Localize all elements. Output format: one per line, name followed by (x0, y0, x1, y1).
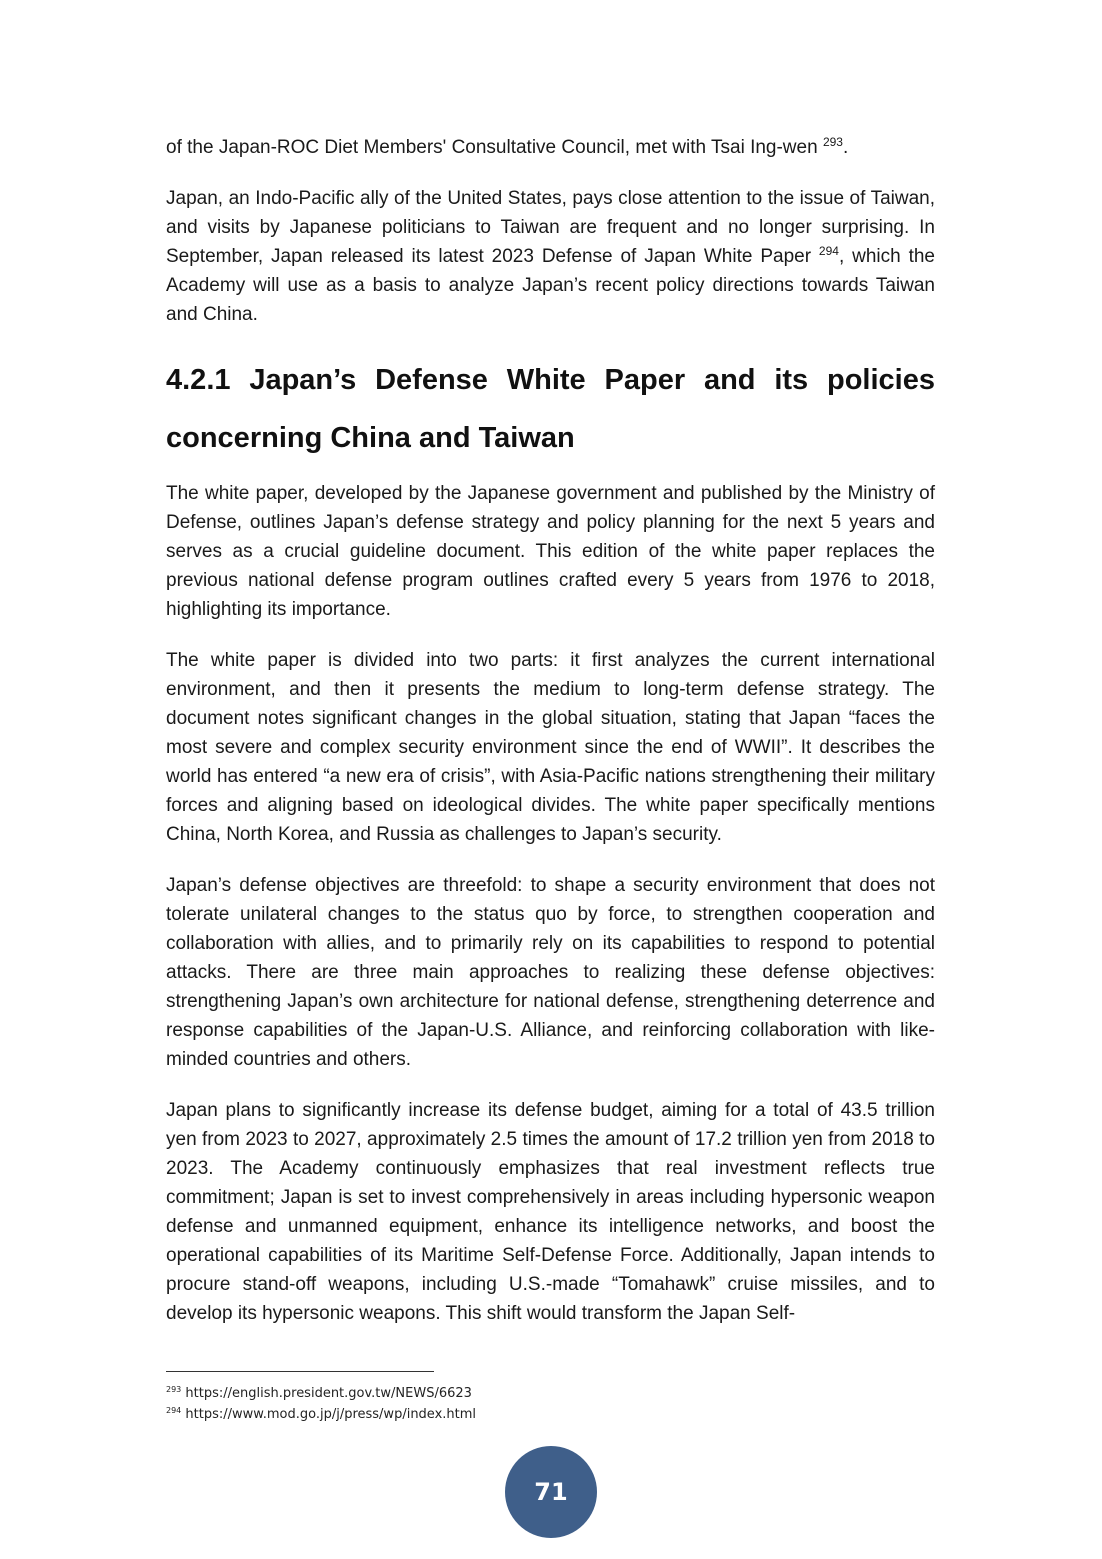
page-number: 71 (534, 1478, 568, 1506)
paragraph-defense-budget: Japan plans to significantly increase its defense budget, aiming for a total of 43.5 trillion yen from 2023 to 2027, approximately 2.5 times the amount of 17.2 trillion yen from 2018 to 2023. The Academy continuously emphasizes that real investment reflects true commitment; Japan is set to invest comprehensively in areas including hypersonic weapon defense and unmanned equipment, enhance its intelligence networks, and boost the operational capabilities of its Maritime Self-Defense Force. Additionally, Japan intends to procure stand-off weapons, including U.S.-made “Tomahawk” cruise missiles, and to develop its hypersonic weapons. This shift would transform the Japan Self- (166, 1100, 935, 1324)
footnote-ref-294[interactable]: 294 (818, 244, 839, 258)
footnote-link-294[interactable]: https://www.mod.go.jp/j/press/wp/index.html (185, 1407, 477, 1422)
paragraph-white-paper-overview: The white paper, developed by the Japanese government and published by the Ministry of Defense, outlines Japan’s defense strategy and policy planning for the next 5 years and serves as a crucial guideline document. This edition of the white paper replaces the previous national defense program outlines crafted every 5 years from 1976 to 2018, highlighting its importance. (166, 483, 935, 620)
footnote-294: $^{294}$ https://www.mod.go.jp/j/press/wp/index.html (166, 1406, 477, 1422)
section-heading: 4.2.1 Japan’s Defense White Paper and its policies concerning China and Taiwan (166, 364, 935, 454)
footnotes (166, 1383, 476, 1425)
page-number-badge (505, 1446, 597, 1538)
paragraph-white-paper-structure: The white paper is divided into two parts: it first analyzes the current international environment, and then it presents the medium to long-term defense strategy. The document notes significant changes in the global situation, stating that Japan “faces the most severe and complex security environment since the end of WWII”. It describes the world has entered “a new era of crisis”, with Asia-Pacific nations strengthening their military forces and aligning based on ideological divides. The white paper specifically mentions China, North Korea, and Russia as challenges to Japan’s security. (166, 650, 935, 845)
document-body (166, 133, 935, 1350)
footnote-link-293[interactable]: https://english.president.gov.tw/NEWS/6623 (185, 1386, 472, 1401)
footnote-293: $^{293}$ https://english.president.gov.tw/NEWS/6623 (166, 1385, 472, 1401)
paragraph-defense-objectives: Japan’s defense objectives are threefold: to shape a security environment that does not tolerate unilateral changes to the status quo by force, to strengthen cooperation and collaboration with allies, and to primarily rely on its capabilities to respond to potential attacks. There are three main approaches to realizing these defense objectives: strengthening Japan’s own architecture for national defense, strengthening deterrence and response capabilities of the Japan-U.S. Alliance, and reinforcing collaboration with like-minded countries and others. (166, 875, 935, 1070)
footnote-ref-293[interactable]: 293 (822, 135, 843, 149)
footnote-divider (166, 1371, 434, 1372)
paragraph-japan-taiwan: Japan, an Indo-Pacific ally of the United States, pays close attention to the issue of Taiwan, and visits by Japanese politicians to Taiwan are frequent and no longer surprising. In September, Japan released its latest 2023 Defense of Japan White Paper $^{294}$, which the Academy will use as a basis to analyze Japan’s recent policy directions towards Taiwan and China. (166, 188, 935, 325)
paragraph-intro-continuation: of the Japan-ROC Diet Members' Consultative Council, met with Tsai Ing-wen $^{293}$. (166, 135, 849, 158)
